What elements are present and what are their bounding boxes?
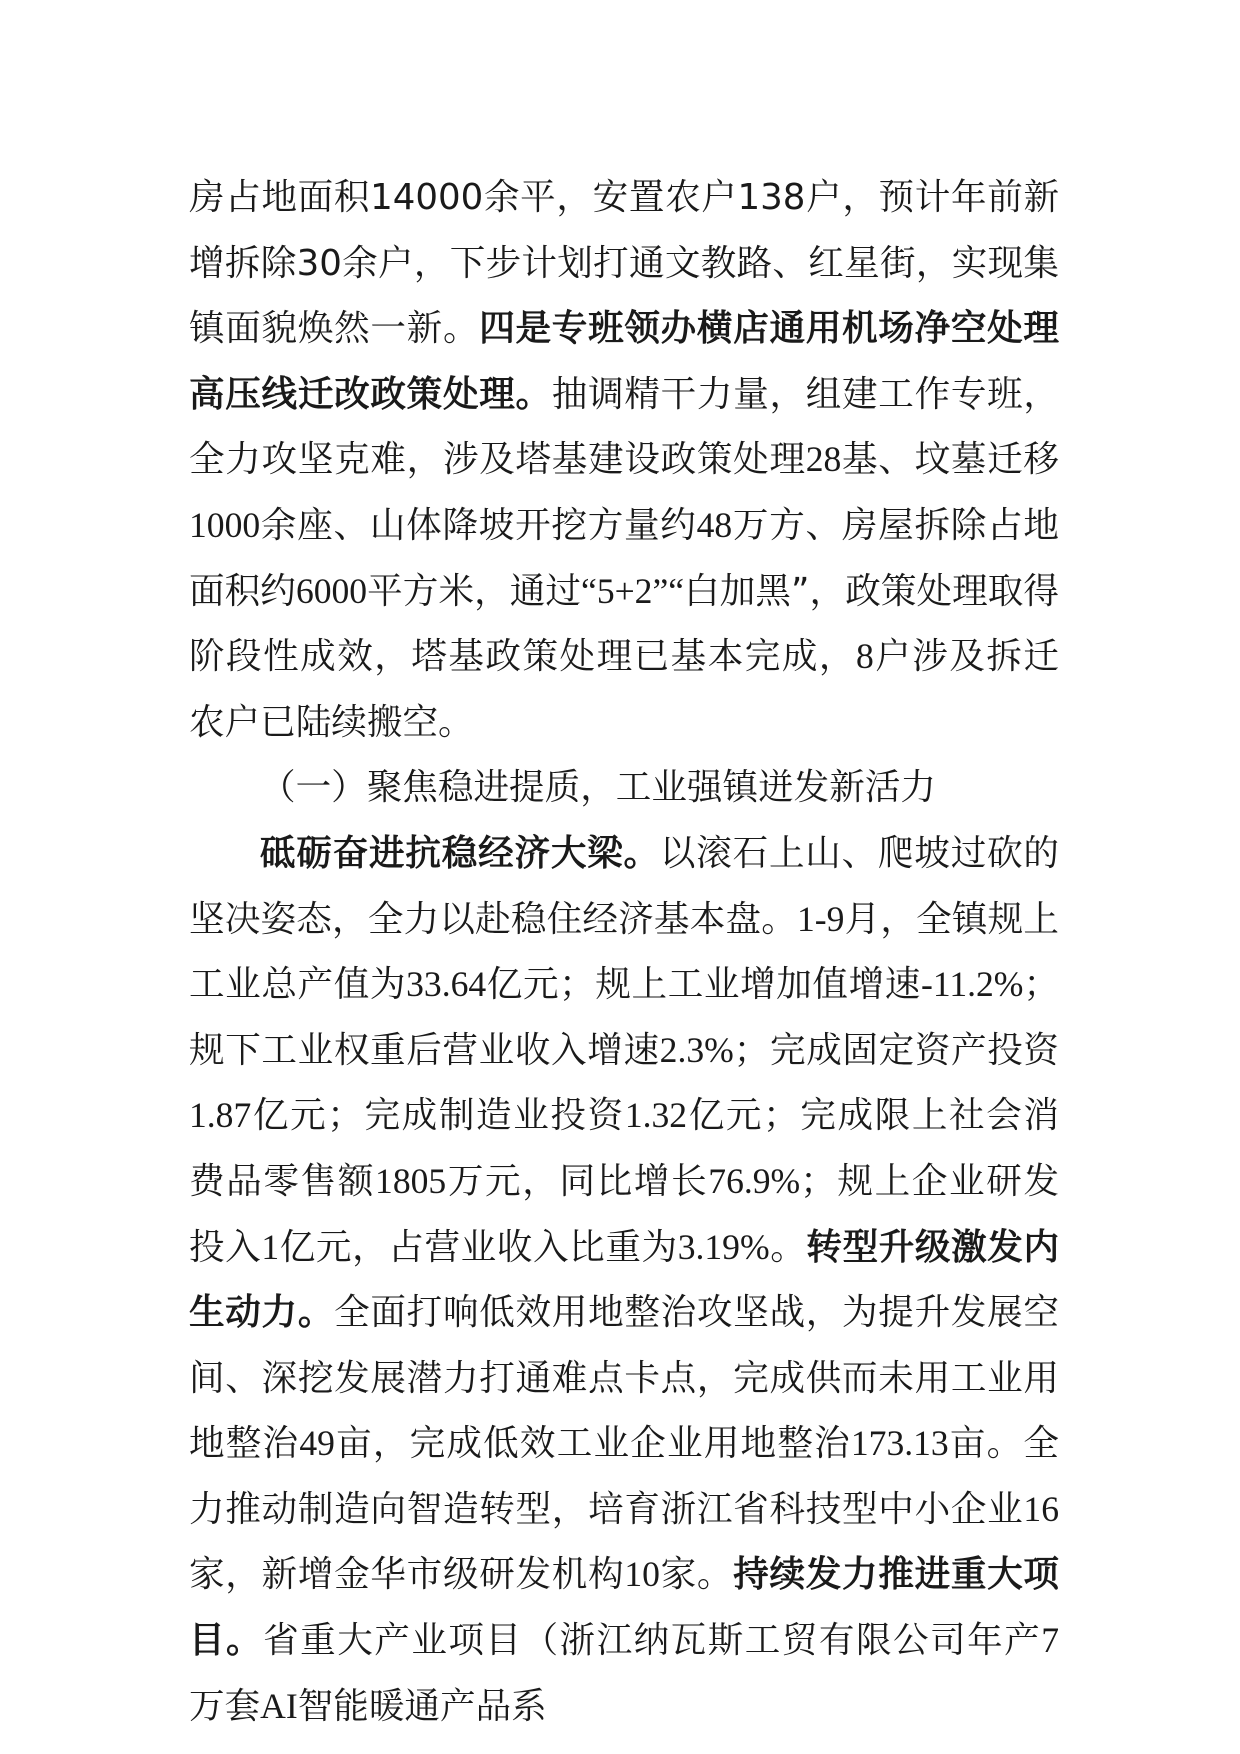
text-segment: 亿元；规上工业增加值增速 [486, 964, 921, 1006]
number-value: 76.9% [708, 1160, 801, 1201]
text-segment: 亩，完成低效工业企业用地整治 [334, 1423, 851, 1465]
number-value: 1.32 [624, 1095, 688, 1136]
text-segment: 省重大产业项目（浙江纳瓦斯工贸有限公司年产 [263, 1620, 1042, 1662]
number-value: “5+2”“ [581, 570, 685, 611]
text-segment: 万元，同比增长 [446, 1160, 709, 1202]
number-value: 28 [805, 439, 842, 480]
text-segment: 户，预计年前新增拆除 [189, 177, 1060, 284]
number-value: 138 [737, 177, 806, 218]
text-segment: 。 [769, 1226, 807, 1268]
text-segment: 余平，安置农户 [483, 177, 738, 218]
text-segment: 亩。全力推动制造向智造转型，培育浙江省科技型中小企业 [189, 1423, 1060, 1530]
number-value: 7 [1041, 1620, 1060, 1661]
document-body [189, 165, 1059, 1739]
number-value: 49 [299, 1423, 335, 1464]
number-value: 10 [624, 1554, 660, 1595]
number-value: 8 [855, 636, 874, 677]
bold-lead-airport-clearance: 四是专班领办横店通用机场净空处理高压线迁改政策处理。 [189, 308, 1059, 415]
text-segment: 余户，下步计划打通文教路、红星街，实现集镇面貌焕然一新。 [189, 242, 1060, 350]
paragraph-land-clearance [189, 165, 1059, 755]
text-segment: 亿元；完成制造业投资 [251, 1095, 625, 1137]
text-segment: 白加黑”，政策处理取得阶段性成效，塔基政策处理已基本完成， [189, 570, 1060, 678]
text-segment: 万套 [189, 1685, 261, 1727]
text-segment: 平方米，通过 [367, 570, 582, 612]
number-value: 173.13 [850, 1423, 949, 1464]
number-value: AI [260, 1685, 298, 1726]
text-segment: 家，新增金华市级研发机构 [189, 1554, 625, 1596]
text-segment: 亿元，占营业收入比重为 [279, 1226, 678, 1268]
number-value: 48 [696, 504, 733, 545]
number-value: 33.64 [406, 964, 487, 1005]
text-segment: ；规上企业研发投入 [189, 1160, 1060, 1268]
number-value: -11.2% [921, 964, 1024, 1005]
text-segment: 余座、山体降坡开挖方量约 [260, 504, 697, 546]
number-value: 1.87 [189, 1095, 252, 1136]
text-segment: 家。 [659, 1554, 734, 1596]
number-value: 14000 [370, 177, 484, 218]
text-segment: 智能暖通产品系 [297, 1685, 547, 1727]
bold-lead-transformation: 转型升级激发内生动力。 [189, 1226, 1060, 1334]
text-segment: 基、坟墓迁移 [841, 439, 1060, 481]
text-segment: 全面打响低效用地整治攻坚战，为提升发展空间、深挖发展潜力打通难点卡点，完成供而未用工业用地整治 [189, 1292, 1060, 1465]
text-segment: 万方、房屋拆除占地面积约 [189, 504, 1060, 612]
number-value: 1 [261, 1226, 280, 1267]
number-value: 3.19% [677, 1226, 770, 1267]
number-value: 1-9 [796, 898, 845, 939]
text-segment: ；规下工业权重后营业收入增速 [189, 964, 1060, 1071]
number-value: 2.3% [659, 1029, 734, 1070]
number-value: 6000 [295, 570, 368, 611]
number-value: 30 [296, 242, 342, 284]
text-segment: 以滚石上山、爬坡过砍的坚决姿态，全力以赴稳住经济基本盘。 [189, 832, 1060, 940]
number-value: 1805 [375, 1160, 447, 1201]
bold-lead-major-projects: 持续发力推进重大项目。 [189, 1554, 1060, 1662]
text-segment: 抽调精干力量，组建工作专班，全力攻坚克难，涉及塔基建设政策处理 [189, 373, 1060, 481]
text-segment: 房占地面积 [189, 177, 371, 218]
paragraph-industry [189, 821, 1059, 1739]
text-segment: 户涉及拆迁农户已陆续搬空。 [189, 636, 1060, 743]
text-segment: 月，全镇规上工业总产值为 [189, 898, 1060, 1006]
bold-lead-economy: 砥砺奋进抗稳经济大梁。 [260, 832, 660, 874]
number-value: 1000 [189, 504, 261, 545]
section-heading: （一）聚焦稳进提质，工业强镇迸发新活力 [260, 767, 936, 809]
number-value: 16 [1023, 1488, 1059, 1529]
text-segment: ；完成固定资产投资 [733, 1029, 1060, 1071]
text-segment: 亿元；完成限上社会消费品零售额 [189, 1095, 1060, 1202]
